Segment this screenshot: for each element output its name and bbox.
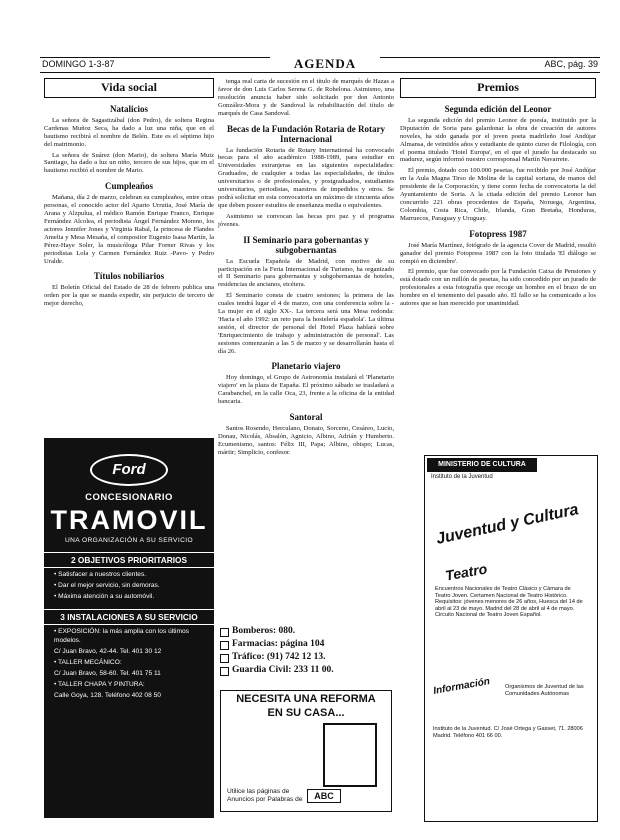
- natalicios-heading: Natalicios: [110, 103, 148, 114]
- planetario-heading: Planetario viajero: [271, 361, 341, 372]
- ad-body: Encuentros Nacionales de Teatro Clásico y Cámara de Teatro Joven. Certamen Nacional de Teatro Histórico. Requisitos: jóvenes menores de 26 años, Huesca del 14 de abril al 23 de mayo. Madrid del 28 de abril al 4 de mayo. Circuito Nacional de Teatro Joven Español.: [435, 586, 583, 619]
- paragraph: Santos Rosendo, Herculano, Donato, Sorceno, Cesáreo, Lucio, Donau, Nicolás, Absalón, Agnicio, Albino, Adrián y Humberto. Ecumenismo, santos: Félix III, Papa; Albino, obispo; Lucas, mártir; Simplicio, confesor.: [218, 425, 394, 456]
- column-3: [400, 78, 596, 311]
- ad-body: Utilice las páginas de Anuncios por Palabras de: [227, 788, 303, 803]
- informacion-title: Información: [432, 676, 491, 697]
- ad-item: • EXPOSICIÓN: la más amplia con los últimos modelos.: [54, 628, 189, 644]
- paragraph: La segunda edición del premio Leonor de poesía, instituido por la Diputación de Soria para galardonar la obra de creación de autores noveles, ha sido ganada por el joven poeta madrileño José Andújar Almansa, de veintidós años y estudiante de quinto curso de Filología, con el poema titulado 'Hotel Europa', en el que el jurado ha destacado su madurez, según informó nuestro corresponsal Martín Navarrete.: [400, 116, 596, 164]
- paragraph: El premio, que fue convocado por la Fundación Caixa de Pensiones y está dotado con un millón de pesetas, ha sido concedido por un jurado de profesionales a esta fotografía que recoge un hombre en el brazo de un hombre en el tenemento del pasado año. El fallo se ha comunicado a los autores que se han merecido por unanimidad.: [400, 268, 596, 308]
- phone-line: Bomberos: 080.: [218, 625, 394, 638]
- paragraph: Hoy domingo, el Grupo de Astronomía instalará el 'Planetario viajero' en la plaza de España. El próximo sábado se trasladará a Carabanchel, en la calle Oca, 23, frente a la oficina de la entidad bancaria.: [218, 374, 394, 406]
- fotopress-heading: Fotopress 1987: [469, 228, 527, 239]
- ford-logo: Ford: [90, 454, 168, 486]
- ad-title: Juventud y Cultura: [434, 501, 580, 548]
- emergency-phones: [218, 625, 394, 681]
- ad-item: • TALLER MECÁNICO:: [54, 659, 122, 666]
- cumpleanos-heading: Cumpleaños: [104, 181, 153, 192]
- column-2: [218, 78, 394, 460]
- ad-headline: EN SU CASA...: [267, 707, 345, 719]
- reforma-ad: [220, 690, 392, 812]
- paragraph: Mañana, día 2 de marzo, celebran su cumpleaños, entre otras personas, el conocido actor del Aparto Urrutia, José María de Arana y Alzpulua, el médico Ramón Enrique Franco, Enrique Fernández Alcolea, el periodista Ángel Fernández Moreno, los actores Jennifer Jones y Virginia Rabal, la princesa de Flandes Amelia y Mesa Mesaña, el compositor Eugenio Isasa Martín, la Pérez-Haye Soler, la musicóloga Pilar Forner Rivas y los periodistas Lola y Carmen Fernández Ruiz -Pavo- y Pedro Uralde.: [44, 194, 214, 265]
- paragraph: tenga real carta de sucesión en el título de marqués de Hazas a favor de don Luis Carlos Serena G. de Rohelona. Asimismo, una resolución anuncia haber sido solicitado por don Antonio González-Mora y de Sandoval la rehabilitación del título de marqués de Casa Sandoval.: [218, 78, 394, 117]
- santoral-heading: Santoral: [289, 412, 323, 423]
- page-header: [40, 57, 600, 73]
- paragraph: Asimismo se convocan las becas pro paz y el programa jóvenes.: [218, 212, 394, 228]
- ad-headline: NECESITA UNA REFORMA: [236, 693, 376, 705]
- phone-line: Farmacias: página 104: [218, 638, 394, 651]
- ad-footer: Instituto de la Juventud. C/ José Ortega y Gasset, 71. 28006 Madrid. Teléfono 401 66 00.: [433, 726, 583, 739]
- seminario-heading: II Seminario para gobernantas y subgobernantas: [243, 234, 369, 255]
- paragraph: La fundación Rotaria de Rotary International ha convocado becas para el año académico 1988-1989, para estudiar en Universidades extranjeras en las siguientes especialidades: Graduados, de cualquier a todas las especialidades, de títulos universitarios o de profesionales, y postgraduados, estudiantes universitarios, periodistas, maestros de impedidos y otros. Se podrá solicitar en esta convocatoria un máximo de cincuenta años que deben poseer estudios de enseñanza media o equivalentes.: [218, 146, 394, 209]
- ad-brand: TRAMOVIL: [50, 505, 208, 535]
- paragraph: La señora de Suárez (don Mario), de soltera María Muiz Santiago, ha dado a luz un niño, tercero de sus hijos, que en el bautismo recibió el nombre de Mario.: [44, 151, 214, 175]
- ad-item: • Máxima atención a su automóvil.: [54, 593, 155, 600]
- paragraph: El premio, dotado con 100.000 pesetas, fue recibido por José Andújar en la Aula Magna Tirso de Molina de la capital soriana, de manos del presidente de la Corporación, y tiene como fecha de convocatoria la del Ayuntamiento de Soria. A la citada edición del premio Leonor han concurrido 221 obras procedentes de España, Noruega, Argentina, Colombia, Costa Rica, Chile, Irlanda, Gran Bretaña, Honduras, Marruecos, Paraguay y Uruguay.: [400, 167, 596, 222]
- ford-tramovil-ad: [44, 438, 214, 818]
- ad-subtitle: Instituto de la Juventud: [431, 474, 493, 480]
- ad-item: Calle Goya, 128. Teléfono 402 08 50: [54, 692, 161, 699]
- header-date: DOMINGO 1-3-87: [42, 59, 115, 69]
- header-page: ABC, pág. 39: [544, 59, 598, 69]
- ad-item: C/ Juan Bravo, 42-44. Tel. 401 30 12: [54, 648, 162, 655]
- column-1: [44, 78, 214, 311]
- paragraph: La Escuela Española de Madrid, con motivo de su participación en la Feria Internacional de Turismo, ha organizado el II Seminario para gobernantas y subgobernantas de hoteles, residencias de ancianos, etcétera.: [218, 257, 394, 289]
- ministerio-cultura-ad: [424, 455, 598, 822]
- titulos-heading: Títulos nobiliarios: [93, 271, 165, 282]
- ad-item: • Dar el mejor servicio, sin demoras.: [54, 582, 160, 589]
- ad-line: UNA ORGANIZACIÓN A SU SERVICIO: [64, 537, 194, 544]
- ad-item: C/ Juan Bravo, 58-60. Tel. 401 75 11: [54, 670, 161, 677]
- paragraph: José María Martínez, fotógrafo de la agencia Cover de Madrid, resultó ganador del premio Fotopress 1987 con la foto titulada 'El diálogo se rompió en diciembre'.: [400, 241, 596, 265]
- ministerio-banner: MINISTERIO DE CULTURA: [427, 458, 537, 472]
- becas-heading: Becas de la Fundación Rotaria de Rotary Internacional: [227, 123, 385, 144]
- house-icon: [323, 723, 377, 787]
- abc-logo: ABC: [307, 789, 341, 803]
- leonor-heading: Segunda edición del Leonor: [444, 103, 552, 114]
- vida-social-heading: Vida social: [44, 78, 214, 98]
- ad-body: Organismos de Juventud de las Comunidades Autónomas: [505, 684, 584, 697]
- section-title: AGENDA: [270, 56, 380, 72]
- ad-section: 2 OBJETIVOS PRIORITARIOS: [44, 552, 214, 568]
- paragraph: El Seminario consta de cuatro sesiones; la primera de las cuales tendrá lugar el 4 de marzo, con una conferencia sobre la -La mujer en el siglo XX-. La tercera será una Mesa redonda: 'Hacia el año 1992: un reto para la hostelería española'. La última sesión, el director de personal del Hotel Plaza hablará sobre 'Enriquecimiento de trabajo y administración de personal'. Las sesiones comenzarán a las 5 de marzo y se desarrollarán hasta el día 26.: [218, 292, 394, 355]
- ad-item: • Satisfacer a nuestros clientes.: [54, 571, 147, 578]
- ad-item: • TALLER CHAPA Y PINTURA:: [54, 681, 145, 688]
- ad-line: CONCESIONARIO: [85, 492, 173, 503]
- phone-line: Guardia Civil: 233 11 00.: [218, 664, 394, 677]
- teatro-title: Teatro: [443, 560, 489, 584]
- premios-heading: Premios: [400, 78, 596, 98]
- ad-section: 3 INSTALACIONES A SU SERVICIO: [44, 609, 214, 625]
- phone-line: Tráfico: (91) 742 12 13.: [218, 651, 394, 664]
- paragraph: El Boletín Oficial del Estado de 28 de febrero publica una orden por la que se manda expedir, sin perjuicio de tercero de mejor derecho,: [44, 284, 214, 308]
- paragraph: La señora de Sagastizábal (don Pedro), de soltera Regina Cardenas Muñoz Seca, ha dado a luz una niña, que en el bautismo recibirá el nombre de Belén. Este es el séptimo hijo del matrimonio.: [44, 116, 214, 148]
